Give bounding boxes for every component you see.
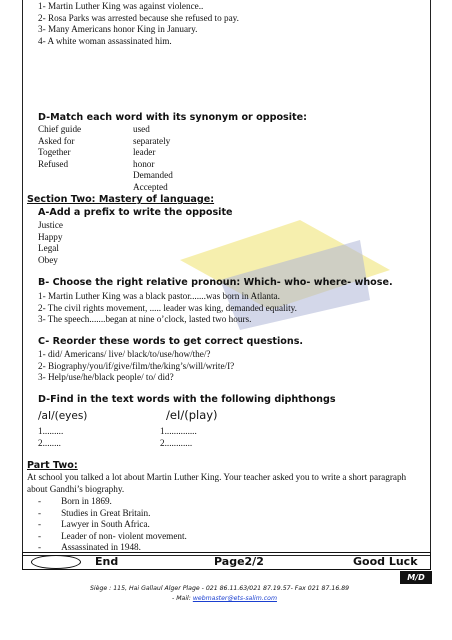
diphthong-blanks-1 [38,426,63,449]
diphthong-symbol-1: /aI/(eyes) [38,410,88,422]
list-item: Chief guide [38,124,82,134]
list-item: Together [38,147,71,158]
list-item: 4- A white woman assassinated him. [38,35,172,46]
part-two-bullets [38,496,187,554]
footer-mail: - Mail: webmaster@ets-salim.com [172,595,277,602]
answer-blank: 2............ [160,437,193,448]
list-item: Demanded [133,170,173,181]
prefix-heading: A-Add a prefix to write the opposite [38,207,233,218]
diphthong-heading: D-Find in the text words with the following diphthongs [38,394,336,405]
part-two-intro: At school you talked a lot about Martin Luther King. Your teacher asked you to write a short paragraph about Gandhi’s biography. [27,472,407,494]
list-item: - Lawyer in South Africa. [38,519,150,530]
footer-good-luck: Good Luck [353,555,418,568]
comprehension-list [38,1,239,47]
list-item: separately [133,135,171,146]
list-item: Happy [38,231,63,242]
list-item: leader [133,147,156,158]
diphthong-symbol-2: /eI/(play) [166,408,218,422]
part-two-title: Part Two: [27,460,78,471]
diphthong-blanks-2 [160,426,197,449]
list-item: Refused [38,158,69,169]
list-item: 3- Help/use/he/black people/ to/ did? [38,372,174,383]
list-item: 2- Biography/you/if/give/film/the/king’s/will/write/I? [38,360,235,371]
match-right-column [133,124,173,194]
footer-end: End [95,555,119,568]
list-item: 3- The speech.......began at nine o’clock, lasted two hours. [38,314,252,325]
list-item: 1- did/ Americans/ live/ black/to/use/how/the/? [38,349,211,359]
match-left-column [38,124,81,170]
list-item: 2- Rosa Parks was arrested because she refused to pay. [38,12,239,23]
list-item: 2- The civil rights movement, ..... leader was king, demanded equality. [38,302,297,313]
list-item: used [133,124,150,134]
section-title: Section Two: Mastery of language: [27,194,215,205]
answer-blank: 1......... [38,426,64,436]
footer-page: Page2/2 [214,555,264,568]
list-item: - Assassinated in 1948. [38,542,141,553]
reorder-heading: C- Reorder these words to get correct questions. [38,336,304,347]
answer-blank: 1.............. [160,426,197,436]
list-item: honor [133,158,155,169]
email-link[interactable]: webmaster@ets-salim.com [192,595,277,602]
reorder-list [38,349,234,384]
prefix-words [38,220,63,266]
list-item: Asked for [38,135,75,146]
list-item: - Born in 1869. [38,496,112,506]
relative-list [38,291,297,326]
list-item: - Leader of non- violent movement. [38,530,187,541]
initials-badge: M/D [400,571,432,584]
list-item: 1- Martin Luther King was against violence.. [38,1,204,11]
list-item: Obey [38,254,58,265]
list-item: 3- Many Americans honor King in January. [38,24,198,35]
relative-heading: B- Choose the right relative pronoun: Which- who- where- whose. [38,277,393,288]
list-item: Legal [38,243,59,254]
footer-address: Siège : 115, Hai Gallaul Alger Plage - 021 86.11.63/021 87.19.57- Fax 021 87.16.89 [90,585,350,592]
list-item: - Studies in Great Britain. [38,507,151,518]
list-item: Justice [38,220,64,230]
match-heading: D-Match each word with its synonym or opposite: [38,112,307,123]
list-item: Accepted [133,181,168,192]
list-item: 1- Martin Luther King was a black pastor.......was born in Atlanta. [38,291,280,301]
answer-blank: 2........ [38,437,61,448]
oval-shape [31,555,81,569]
